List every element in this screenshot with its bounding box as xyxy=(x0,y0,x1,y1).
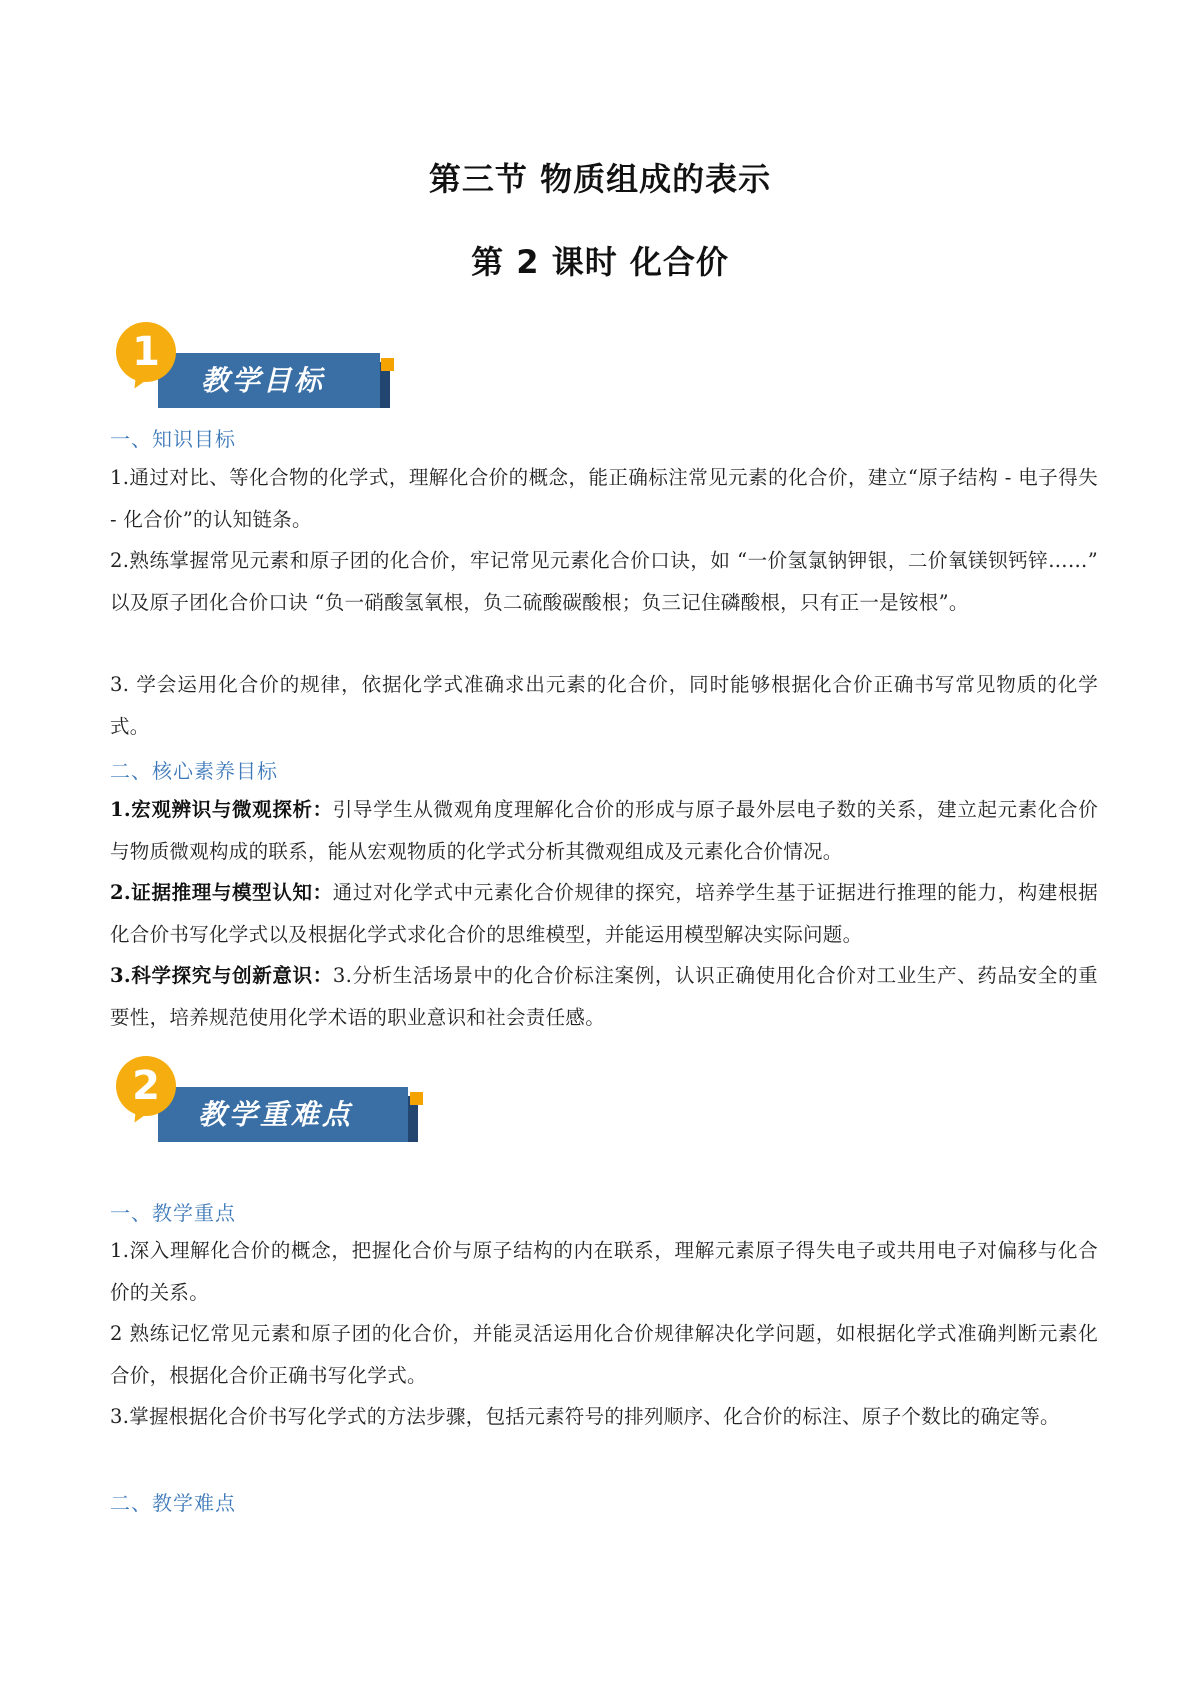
knowledge-goal-item: 3. 学会运用化合价的规律，依据化学式准确求出元素的化合价，同时能够根据化合价正确书写常见物质的化学式。 xyxy=(110,673,1098,738)
core-literacy-item xyxy=(110,955,1098,1038)
section-label: 教学目标 xyxy=(201,364,326,397)
core-item-text: 引导学生从微观角度理解化合价的形成与原子最外层电子数的关系，建立起元素化合价与物质微观构成的联系，能从宏观物质的化学式分析其微观组成及元素化合价情况。 xyxy=(110,798,1098,863)
section-number-badge: 1 xyxy=(116,322,176,382)
section-number-badge: 2 xyxy=(116,1056,176,1116)
core-literacy-item xyxy=(110,789,1098,872)
difficult-points-heading: 二、教学难点 xyxy=(110,1491,236,1515)
knowledge-goal-item: 2.熟练掌握常见元素和原子团的化合价，牢记常见元素化合价口诀，如 “一价氢氯钠钾银，二价氧镁钡钙锌……” 以及原子团化合价口诀 “负一硝酸氢氧根，负二硫酸碳酸根；负三记住磷酸根，只有正一是铵根”。 xyxy=(110,549,1098,614)
core-literacy-item xyxy=(110,872,1098,955)
core-item-lead: 1.宏观辨识与微观探析： xyxy=(110,798,333,821)
document-title: 第三节 物质组成的表示 xyxy=(428,160,772,198)
section-banner-key-points xyxy=(116,1056,436,1151)
core-item-lead: 3.科学探究与创新意识： xyxy=(110,964,333,987)
key-point-item: 2 熟练记忆常见元素和原子团的化合价，并能灵活运用化合价规律解决化学问题，如根据化学式准确判断元素化合价，根据化合价正确书写化学式。 xyxy=(110,1322,1098,1387)
core-item-lead: 2.证据推理与模型认知： xyxy=(110,881,333,904)
key-point-item: 1.深入理解化合价的概念，把握化合价与原子结构的内在联系，理解元素原子得失电子或共用电子对偏移与化合价的关系。 xyxy=(110,1239,1098,1304)
banner-accent-square xyxy=(410,1092,423,1105)
key-points-heading: 一、教学重点 xyxy=(110,1201,236,1225)
knowledge-goals-heading: 一、知识目标 xyxy=(110,427,236,451)
knowledge-goal-item: 1.通过对比、等化合物的化学式，理解化合价的概念，能正确标注常见元素的化合价，建立“原子结构 - 电子得失 - 化合价”的认知链条。 xyxy=(110,466,1098,531)
core-literacy-heading: 二、核心素养目标 xyxy=(110,759,278,783)
section-label: 教学重难点 xyxy=(198,1098,354,1131)
section-banner-objectives xyxy=(116,322,406,417)
core-item-text: 3.分析生活场景中的化合价标注案例，认识正确使用化合价对工业生产、药品安全的重要性，培养规范使用化学术语的职业意识和社会责任感。 xyxy=(110,964,1098,1029)
core-item-text: 通过对化学式中元素化合价规律的探究，培养学生基于证据进行推理的能力，构建根据化合价书写化学式以及根据化学式求化合价的思维模型，并能运用模型解决实际问题。 xyxy=(110,881,1098,946)
lesson-subtitle: 第 2 课时 化合价 xyxy=(471,243,729,281)
key-point-item: 3.掌握根据化合价书写化学式的方法步骤，包括元素符号的排列顺序、化合价的标注、原子个数比的确定等。 xyxy=(110,1405,1060,1428)
banner-accent-square xyxy=(381,358,394,371)
